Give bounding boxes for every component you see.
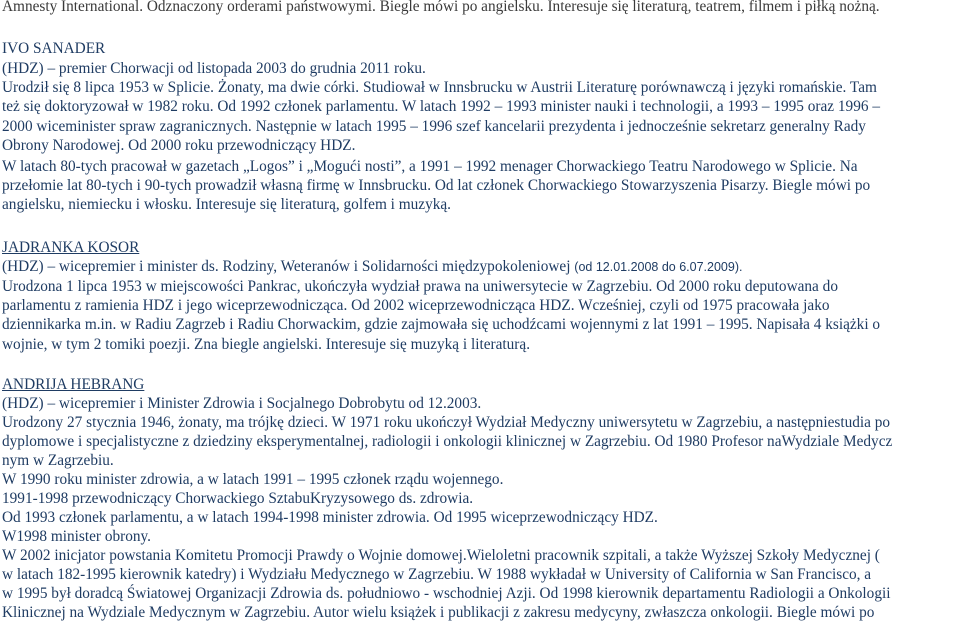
heading-ivo-sanader: IVO SANADER	[2, 40, 106, 57]
hebrang-line: Klinicznej na Wydziale Medycznym w Zagrzebiu. Autor wielu książek i publikacji z zakresu medycyny, zwłaszcza onkologii. Biegle mówi po	[2, 604, 875, 621]
sanader-line: 2000 wiceminister spraw zagranicznych. Następnie w latach 1995 – 1996 szef kancelarii prezydenta i jednocześnie sekretarz generalny Rady	[2, 118, 866, 135]
sanader-line: angielsku, niemiecku i włosku. Interesuje się literaturą, golfem i muzyką.	[2, 196, 452, 213]
hebrang-line: Od 1993 członek parlamentu, a w latach 1994-1998 minister zdrowia. Od 1995 wiceprzewodniczący HDZ.	[2, 509, 658, 526]
kosor-line: wojnie, w tym 2 tomiki poezji. Zna biegle angielski. Interesuje się muzyką i literaturą.	[2, 336, 531, 353]
sanader-line: Urodził się 8 lipca 1953 w Splicie. Żonaty, ma dwie córki. Studiował w Innsbrucku w Austrii Literaturę porównawczą i języki romańskie. Tam	[2, 79, 877, 96]
hebrang-line: w 1995 był doradcą Światowej Organizacji Zdrowia ds. południowo - wschodniej Azji. Od 1998 kierownik departamentu Radiologii a Onkologii	[2, 585, 891, 602]
kosor-role	[2, 257, 960, 277]
hebrang-line: (HDZ) – wicepremier i Minister Zdrowia i Socjalnego Dobrobytu od 12.2003.	[2, 395, 482, 412]
kosor-role-text: (HDZ) – wicepremier i minister ds. Rodziny, Weteranów i Solidarności międzypokoleniowej	[2, 258, 571, 275]
hebrang-line: W 1990 roku minister zdrowia, a w latach 1991 – 1995 członek rządu wojennego.	[2, 471, 504, 488]
sanader-line: (HDZ) – premier Chorwacji od listopada 2003 do grudnia 2011 roku.	[2, 60, 426, 77]
hebrang-line: dyplomowe i specjalistyczne z dziedziny eksperymentalnej, radiologii i onkologii klinicznej w Zagrzebiu. Od 1980 Profesor naWydziale Medycz	[2, 433, 893, 450]
hebrang-line: W 2002 inicjator powstania Komitetu Promocji Prawdy o Wojnie domowej.Wieloletni pracownik szpitali, a także Wyższej Szkoły Medycznej (	[2, 547, 880, 564]
kosor-line: Urodzona 1 lipca 1953 w miejscowości Pankrac, ukończyła wydział prawa na uniwersytecie w Zagrzebiu. Od 2000 roku deputowana do	[2, 278, 838, 295]
heading-andrija-hebrang: ANDRIJA HEBRANG	[2, 376, 145, 393]
hebrang-line: 1991-1998 przewodniczący Chorwackiego SztabuKryzysowego ds. zdrowia.	[2, 490, 474, 507]
sanader-line: W latach 80-tych pracował w gazetach „Logos” i „Mogući nosti”, a 1991 – 1992 menager Chorwackiego Teatru Narodowego w Splicie. Na	[2, 158, 858, 175]
hebrang-line: W1998 minister obrony.	[2, 528, 151, 545]
heading-jadranka-kosor: JADRANKA KOSOR	[2, 239, 140, 256]
kosor-role-dates: (od 12.01.2008 do 6.07.2009).	[574, 260, 743, 274]
kosor-line: dziennikarka m.in. w Radiu Zagrzeb i Radiu Chorwackim, gdzie zajmowała się uchodźcami wojennymi z lat 1991 – 1995. Napisała 4 książki o	[2, 316, 881, 333]
sanader-line: przełomie lat 80-tych i 90-tych prowadził własną firmę w Innsbrucku. Od lat członek Chorwackiego Stowarzyszenia Pisarzy. Biegle mówi po	[2, 177, 871, 194]
kosor-line: parlamentu z ramienia HDZ i jego wiceprzewodnicząca. Od 2002 wiceprzewodnicząca HDZ. Wcześniej, czyli od 1975 pracowała jako	[2, 297, 830, 314]
intro-line: Amnesty International. Odznaczony orderami państwowymi. Biegle mówi po angielsku. Interesuje się literaturą, teatrem, filmem i piłką nożną.	[2, 0, 880, 15]
hebrang-line: w latach 182-1995 kierownik katedry) i Wydziału Medycznego w Zagrzebiu. W 1988 wykładał w University of California w San Francisco, a	[2, 566, 872, 583]
hebrang-line: nym w Zagrzebiu.	[2, 452, 114, 469]
sanader-line: Obrony Narodowej. Od 2000 roku przewodniczący HDZ.	[2, 137, 356, 154]
sanader-line: też się doktoryzował w 1982 roku. Od 1992 członek parlamentu. W latach 1992 – 1993 minister nauki i technologii, a 1993 – 1995 oraz 1996 –	[2, 98, 880, 115]
hebrang-line: Urodzony 27 stycznia 1946, żonaty, ma trójkę dzieci. W 1971 roku ukończył Wydział Medyczny uniwersytetu w Zagrzebiu, a następniestudia po	[2, 414, 891, 431]
